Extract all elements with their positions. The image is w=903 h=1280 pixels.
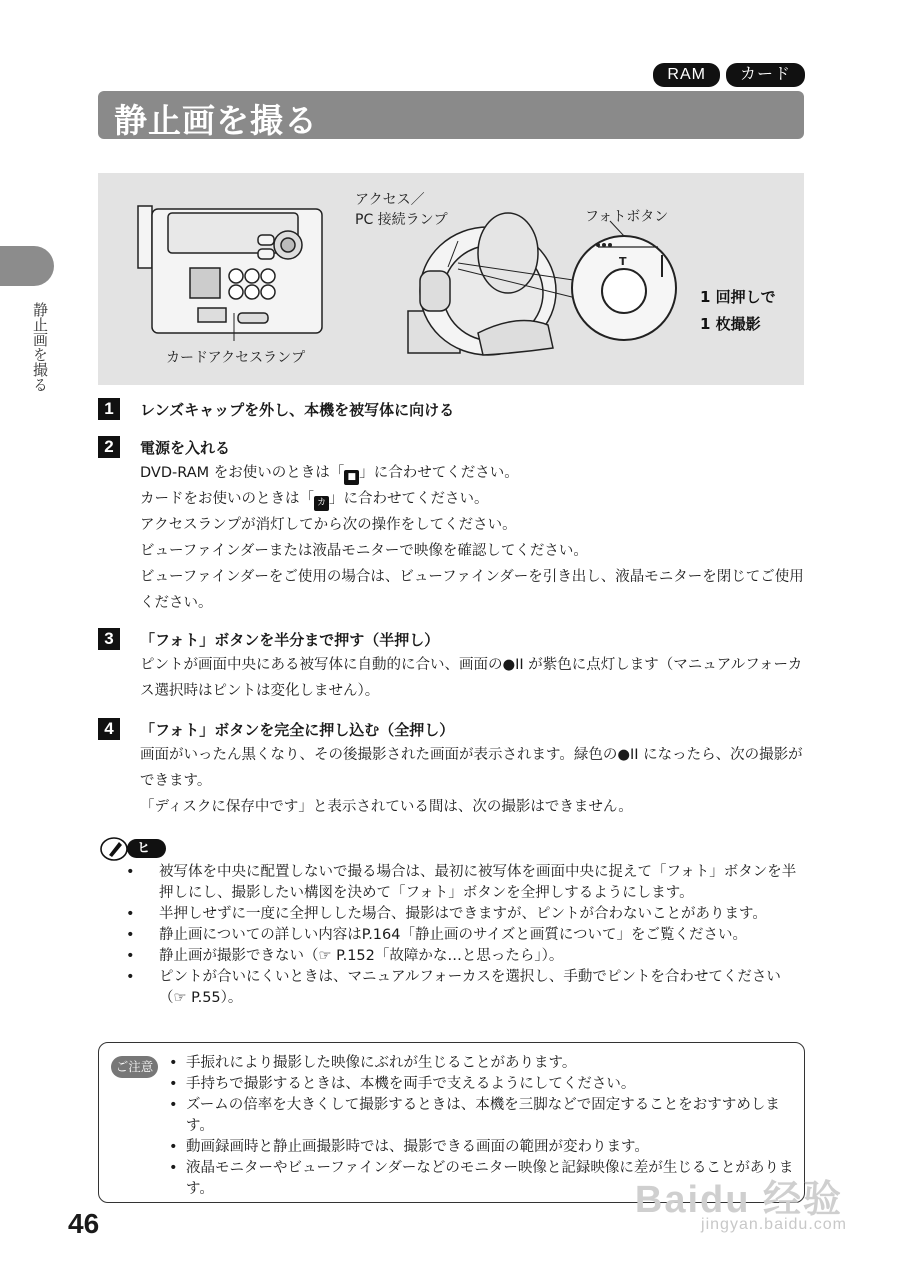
step-line: 「ディスクに保存中です」と表示されている間は、次の撮影はできません。 <box>140 799 633 815</box>
camera-icon: ■ <box>344 470 359 485</box>
camera-illustration <box>98 173 804 385</box>
hint-item: • 被写体を中央に配置しないで撮る場合は、最初に被写体を画面中央に捉えて「フォト」ボタンを半押しにし、撮影したい構図を決めて「フォト」ボタンを全押しするようにします。 <box>125 862 805 904</box>
caution-label: ご注意 <box>111 1056 158 1078</box>
caution-item: • ズームの倍率を大きくして撮影するときは、本機を三脚などで固定することをおすすめします。 <box>169 1095 799 1137</box>
hint-label: ヒント <box>127 839 166 858</box>
label-card-access-lamp: カードアクセスランプ <box>166 350 306 366</box>
button-t-mark: T <box>619 255 627 268</box>
page-title: 静止画を撮る <box>114 101 318 140</box>
step-line: アクセスランプが消灯してから次の操作をしてください。 <box>140 517 517 533</box>
step-line: ピントが画面中央にある被写体に自動的に合い、画面の●II が紫色に点灯します（マニュアルフォーカス選択時はピントは変化しません）。 <box>140 657 803 699</box>
step-line: DVD-RAM をお使いのときは「 ■ 」に合わせてください。 <box>140 460 804 486</box>
hint-item: • 半押しせずに一度に全押しした場合、撮影はできますが、ピントが合わないことがあります。 <box>125 904 805 925</box>
hint-item: • 静止画についての詳しい内容はP.164「静止画のサイズと画質について」をご覧ください。 <box>125 925 805 946</box>
media-badges <box>653 63 805 87</box>
caution-item: • 液晶モニターやビューファインダーなどのモニター映像と記録映像に差が生じることがあります。 <box>169 1158 799 1200</box>
hint-pencil-icon <box>100 836 130 862</box>
step-heading: レンズキャップを外し、本機を被写体に向ける <box>140 401 455 419</box>
label-one-press: 1 回押しで <box>700 288 776 306</box>
watermark-logo: Baidu 经验 <box>634 1179 843 1221</box>
badge-card: カード <box>726 63 805 87</box>
page-number: 46 <box>68 1208 100 1239</box>
step-number: 4 <box>98 718 120 740</box>
step-heading: 「フォト」ボタンを半分まで押す（半押し） <box>140 631 440 649</box>
hint-item: • 静止画が撮影できない（☞ P.152「故障かな…と思ったら」）。 <box>125 946 805 967</box>
camera-side-view-icon <box>138 206 322 333</box>
side-tab <box>0 246 54 286</box>
step-body <box>140 652 804 704</box>
label-pc-lamp: PC 接続ランプ <box>355 212 448 228</box>
step-heading: 電源を入れる <box>140 439 231 457</box>
label-photo-button: フォトボタン <box>585 209 669 225</box>
card-icon: カ <box>314 496 329 511</box>
hint-list <box>125 862 805 1009</box>
step-body <box>140 460 804 616</box>
photo-button-closeup-icon <box>572 236 676 340</box>
watermark-url: jingyan.baidu.com <box>701 1216 847 1233</box>
caution-item: • 手振れにより撮影した映像にぶれが生じることがあります。 <box>169 1053 799 1074</box>
side-label: 静止画を撮る <box>31 302 49 392</box>
step-line: カードをお使いのときは「 カ 」に合わせてください。 <box>140 486 804 512</box>
camera-front-view-icon <box>408 213 556 355</box>
label-one-shot: 1 枚撮影 <box>700 315 761 333</box>
hint-item: • ピントが合いにくいときは、マニュアルフォーカスを選択し、手動でピントを合わせてください（☞ P.55）。 <box>125 967 805 1009</box>
step-body <box>140 742 804 820</box>
step-heading: 「フォト」ボタンを完全に押し込む（全押し） <box>140 721 455 739</box>
step-number: 1 <box>98 398 120 420</box>
step-line: ビューファインダーまたは液晶モニターで映像を確認してください。 <box>140 543 588 559</box>
page-title-bar <box>98 91 804 139</box>
caution-item: • 手持ちで撮影するときは、本機を両手で支えるようにしてください。 <box>169 1074 799 1095</box>
label-access-lamp: アクセス／ <box>355 192 425 208</box>
step-number: 2 <box>98 436 120 458</box>
step-number: 3 <box>98 628 120 650</box>
badge-ram: RAM <box>653 63 720 87</box>
step-line: ビューファインダーをご使用の場合は、ビューファインダーを引き出し、液晶モニターを閉じてご使用ください。 <box>140 569 804 611</box>
caution-item: • 動画録画時と静止画撮影時では、撮影できる画面の範囲が変わります。 <box>169 1137 799 1158</box>
step-line: 画面がいったん黒くなり、その後撮影された画面が表示されます。緑色の●II になったら、次の撮影ができます。 <box>140 747 803 789</box>
